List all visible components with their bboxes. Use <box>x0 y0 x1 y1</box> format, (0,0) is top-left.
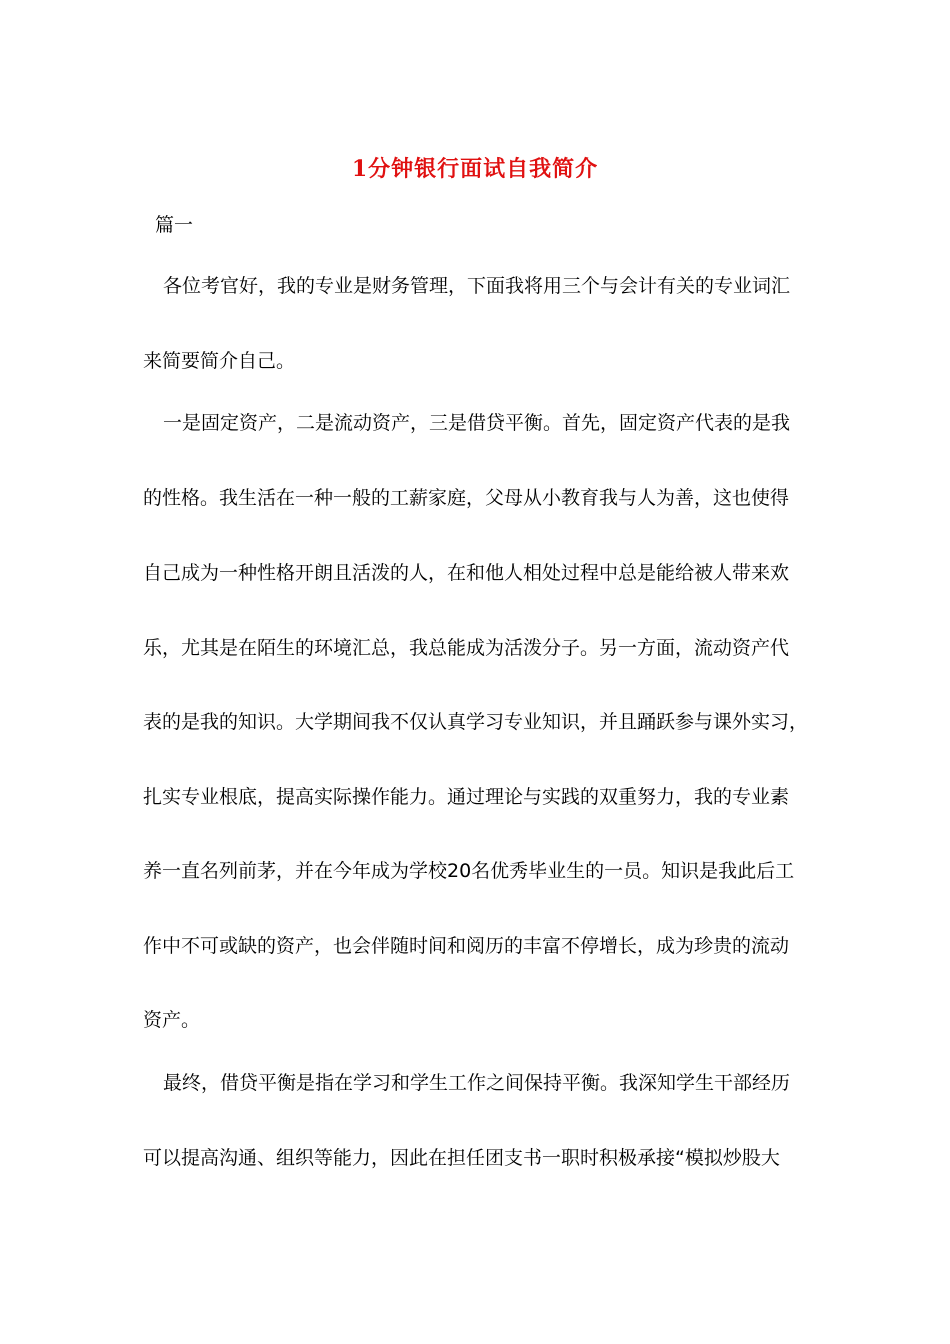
paragraph-line: 资产。 <box>143 1009 201 1031</box>
paragraph-line: 乐，尤其是在陌生的环境汇总，我总能成为活泼分子。另一方面，流动资产代 <box>143 637 790 659</box>
paragraph-line: 作中不可或缺的资产，也会伴随时间和阅历的丰富不停增长，成为珍贵的流动 <box>143 935 790 957</box>
document-title: 1分钟银行面试自我简介 <box>351 156 599 182</box>
section-label: 篇一 <box>155 214 194 236</box>
paragraph-line: 各位考官好，我的专业是财务管理，下面我将用三个与会计有关的专业词汇 <box>163 275 791 297</box>
paragraph-line: 表的是我的知识。大学期间我不仅认真学习专业知识，并且踊跃参与课外实习， <box>143 711 808 733</box>
paragraph-line: 一是固定资产，二是流动资产，三是借贷平衡。首先，固定资产代表的是我 <box>163 412 791 434</box>
paragraph-line: 最终，借贷平衡是指在学习和学生工作之间保持平衡。我深知学生干部经历 <box>163 1072 791 1094</box>
paragraph-line: 扎实专业根底，提高实际操作能力。通过理论与实践的双重努力，我的专业素 <box>143 786 790 808</box>
paragraph-line: 养一直名列前茅，并在今年成为学校20名优秀毕业生的一员。知识是我此后工 <box>143 860 795 882</box>
paragraph-line: 来简要简介自己。 <box>143 350 296 372</box>
paragraph-line: 可以提高沟通、组织等能力，因此在担任团支书一职时积极承接“模拟炒股大 <box>143 1147 780 1169</box>
paragraph-line: 自己成为一种性格开朗且活泼的人，在和他人相处过程中总是能给被人带来欢 <box>143 562 790 584</box>
paragraph-line: 的性格。我生活在一种一般的工薪家庭，父母从小教育我与人为善，这也使得 <box>143 487 790 509</box>
